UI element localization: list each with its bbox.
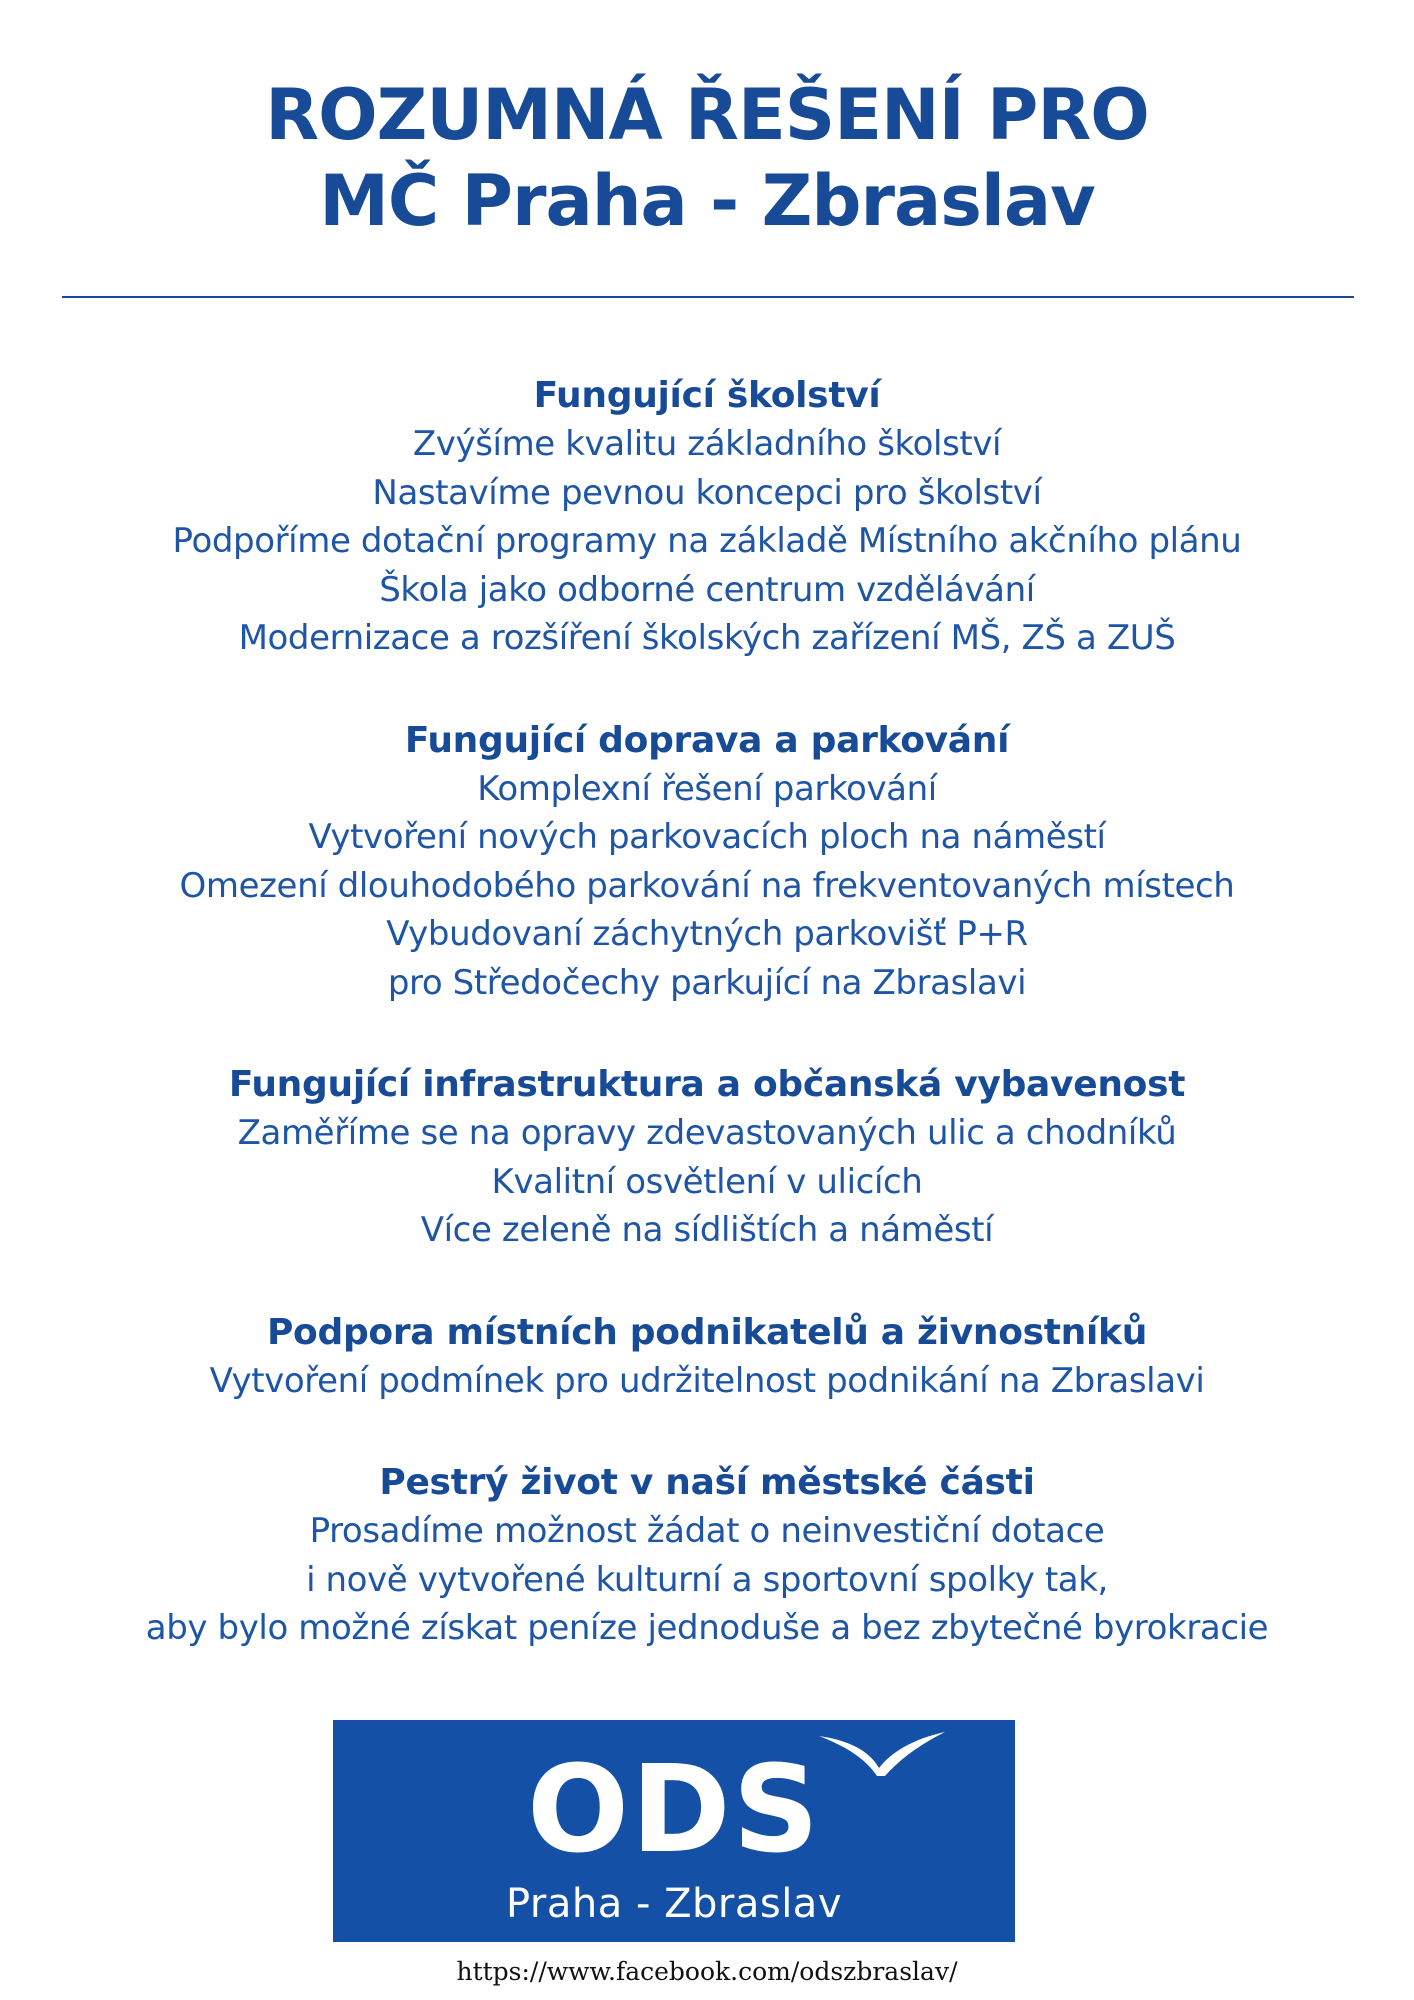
- section-line: Komplexní řešení parkování: [477, 768, 937, 809]
- logo-subtitle: Praha - Zbraslav: [506, 1881, 842, 1927]
- section-heading: Fungující doprava a parkování: [404, 719, 1010, 761]
- section-schools: [0, 372, 1414, 663]
- title-line-2: MČ Praha - Zbraslav: [319, 160, 1095, 242]
- section-line: Vytvoření nových parkovacích ploch na náměstí: [308, 817, 1106, 857]
- section-heading: Podpora místních podnikatelů a živnostníků: [266, 1311, 1148, 1353]
- section-line: Více zeleně na sídlištích a náměstí: [420, 1210, 994, 1250]
- title-line-1: ROZUMNÁ ŘEŠENÍ PRO: [265, 74, 1149, 156]
- section-line: aby bylo možné získat peníze jednoduše a bez zbytečné byrokracie: [145, 1608, 1269, 1648]
- facebook-link[interactable]: https://www.facebook.com/odszbraslav/: [456, 1957, 958, 1986]
- section-line: Zaměříme se na opravy zdevastovaných ulic a chodníků: [237, 1113, 1177, 1153]
- section-line: Prosadíme možnost žádat o neinvestiční dotace: [309, 1511, 1105, 1551]
- section-line: Vytvoření podmínek pro udržitelnost podnikání na Zbraslavi: [209, 1360, 1205, 1401]
- section-heading: Fungující infrastruktura a občanská vybavenost: [228, 1064, 1186, 1105]
- section-line: Zvýšíme kvalitu základního školství: [412, 424, 1002, 464]
- section-line: Modernizace a rozšíření školských zařízení MŠ, ZŠ a ZUŠ: [238, 618, 1176, 658]
- ods-logo: [333, 1720, 1015, 1942]
- program-sections: [0, 372, 1414, 1707]
- section-line: Omezení dlouhodobého parkování na frekventovaných místech: [179, 865, 1235, 906]
- section-heading: Fungující školství: [533, 375, 881, 416]
- logo-wordmark: ODS: [526, 1741, 822, 1880]
- page-title: [0, 72, 1414, 244]
- section-line: Podpoříme dotační programy na základě Místního akčního plánu: [172, 521, 1242, 561]
- section-business: [0, 1309, 1414, 1406]
- section-line: Kvalitní osvětlení v ulicích: [491, 1161, 923, 1202]
- section-heading: Pestrý život v naší městské části: [379, 1462, 1035, 1503]
- section-transport: [0, 717, 1414, 1008]
- section-line: Nastavíme pevnou koncepci pro školství: [372, 472, 1042, 513]
- section-line: pro Středočechy parkující na Zbraslavi: [387, 962, 1027, 1003]
- section-line: Vybudovaní záchytných parkovišť P+R: [386, 914, 1028, 954]
- section-line: i nově vytvořené kulturní a sportovní spolky tak,: [306, 1559, 1108, 1600]
- section-line: Škola jako odborné centrum vzdělávání: [379, 569, 1035, 610]
- section-infrastructure: [0, 1061, 1414, 1255]
- title-divider: [62, 296, 1354, 298]
- section-community-life: [0, 1459, 1414, 1653]
